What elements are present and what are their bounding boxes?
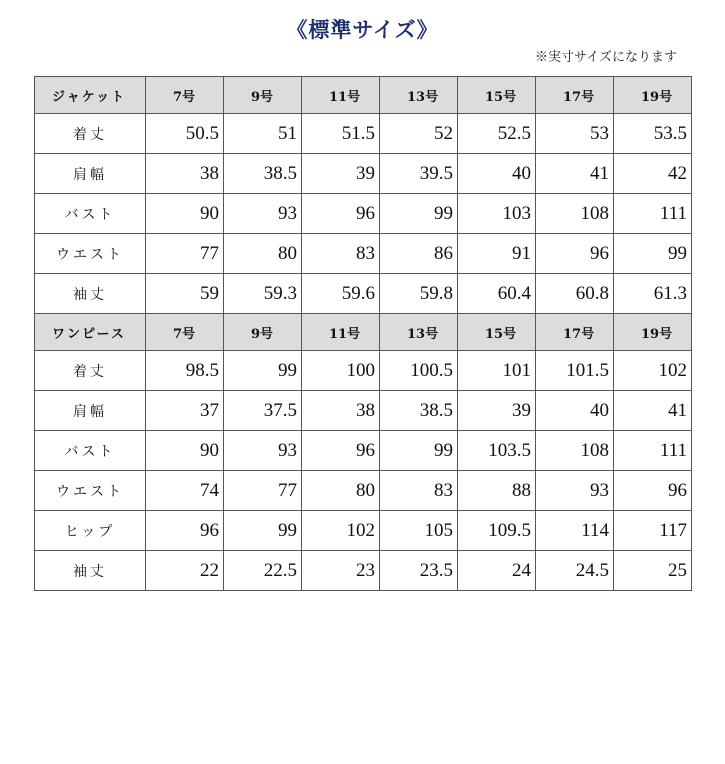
- measurement-value: 77: [224, 471, 302, 511]
- measurement-value: 24.5: [536, 551, 614, 591]
- table-row: [35, 351, 692, 391]
- measurement-value: 50.5: [146, 114, 224, 154]
- measurement-label: ヒップ: [35, 511, 146, 551]
- measurement-label: 袖丈: [35, 551, 146, 591]
- measurement-value: 109.5: [458, 511, 536, 551]
- measurement-value: 108: [536, 431, 614, 471]
- measurement-value: 37.5: [224, 391, 302, 431]
- measurement-value: 52.5: [458, 114, 536, 154]
- jacket-size-header: 7号: [146, 77, 224, 114]
- measurement-value: 86: [380, 234, 458, 274]
- jacket-section-label: ジャケット: [35, 77, 146, 114]
- measurement-label: 着丈: [35, 114, 146, 154]
- measurement-value: 77: [146, 234, 224, 274]
- dress-header-row: [35, 314, 692, 351]
- table-row: [35, 471, 692, 511]
- measurement-value: 108: [536, 194, 614, 234]
- measurement-label: ウエスト: [35, 234, 146, 274]
- dress-size-header: 17号: [536, 314, 614, 351]
- measurement-value: 39: [458, 391, 536, 431]
- measurement-value: 101.5: [536, 351, 614, 391]
- table-row: [35, 551, 692, 591]
- measurement-value: 117: [614, 511, 692, 551]
- measurement-value: 38: [146, 154, 224, 194]
- measurement-value: 93: [536, 471, 614, 511]
- jacket-size-header: 11号: [302, 77, 380, 114]
- measurement-value: 99: [224, 351, 302, 391]
- jacket-size-header: 17号: [536, 77, 614, 114]
- measurement-value: 39: [302, 154, 380, 194]
- measurement-value: 25: [614, 551, 692, 591]
- measurement-value: 40: [458, 154, 536, 194]
- measurement-value: 96: [302, 194, 380, 234]
- measurement-value: 90: [146, 194, 224, 234]
- table-row: [35, 114, 692, 154]
- measurement-value: 102: [614, 351, 692, 391]
- measurement-label: 肩幅: [35, 154, 146, 194]
- dress-size-header: 19号: [614, 314, 692, 351]
- measurement-value: 96: [614, 471, 692, 511]
- jacket-size-header: 13号: [380, 77, 458, 114]
- measurement-value: 88: [458, 471, 536, 511]
- measurement-value: 83: [302, 234, 380, 274]
- measurement-value: 60.4: [458, 274, 536, 314]
- measurement-value: 91: [458, 234, 536, 274]
- measurement-value: 80: [302, 471, 380, 511]
- table-row: [35, 391, 692, 431]
- measurement-value: 38.5: [380, 391, 458, 431]
- table-row: [35, 234, 692, 274]
- measurement-value: 99: [224, 511, 302, 551]
- dress-size-header: 9号: [224, 314, 302, 351]
- measurement-value: 105: [380, 511, 458, 551]
- measurement-value: 37: [146, 391, 224, 431]
- measurement-value: 93: [224, 194, 302, 234]
- measurement-value: 23.5: [380, 551, 458, 591]
- size-note: ※実寸サイズになります: [535, 50, 677, 65]
- measurement-value: 22.5: [224, 551, 302, 591]
- measurement-value: 83: [380, 471, 458, 511]
- measurement-value: 111: [614, 431, 692, 471]
- measurement-value: 100: [302, 351, 380, 391]
- measurement-value: 99: [614, 234, 692, 274]
- measurement-value: 96: [302, 431, 380, 471]
- jacket-size-header: 15号: [458, 77, 536, 114]
- measurement-value: 99: [380, 431, 458, 471]
- measurement-value: 39.5: [380, 154, 458, 194]
- measurement-value: 22: [146, 551, 224, 591]
- measurement-value: 103: [458, 194, 536, 234]
- measurement-value: 59.3: [224, 274, 302, 314]
- measurement-value: 53: [536, 114, 614, 154]
- dress-size-header: 13号: [380, 314, 458, 351]
- measurement-label: バスト: [35, 431, 146, 471]
- measurement-value: 100.5: [380, 351, 458, 391]
- measurement-label: 肩幅: [35, 391, 146, 431]
- measurement-value: 111: [614, 194, 692, 234]
- dress-section-label: ワンピース: [35, 314, 146, 351]
- measurement-value: 23: [302, 551, 380, 591]
- measurement-value: 59.8: [380, 274, 458, 314]
- measurement-value: 90: [146, 431, 224, 471]
- measurement-label: バスト: [35, 194, 146, 234]
- measurement-value: 61.3: [614, 274, 692, 314]
- measurement-value: 52: [380, 114, 458, 154]
- measurement-value: 42: [614, 154, 692, 194]
- measurement-label: 着丈: [35, 351, 146, 391]
- measurement-value: 38.5: [224, 154, 302, 194]
- table-row: [35, 274, 692, 314]
- jacket-header-row: [35, 77, 692, 114]
- measurement-value: 80: [224, 234, 302, 274]
- measurement-value: 41: [614, 391, 692, 431]
- measurement-value: 53.5: [614, 114, 692, 154]
- measurement-label: ウエスト: [35, 471, 146, 511]
- measurement-value: 59: [146, 274, 224, 314]
- table-row: [35, 431, 692, 471]
- size-table: [34, 76, 692, 591]
- page-title: 《標準サイズ》: [286, 18, 439, 42]
- jacket-size-header: 9号: [224, 77, 302, 114]
- measurement-value: 93: [224, 431, 302, 471]
- dress-size-header: 11号: [302, 314, 380, 351]
- table-row: [35, 511, 692, 551]
- measurement-value: 101: [458, 351, 536, 391]
- measurement-value: 51.5: [302, 114, 380, 154]
- measurement-value: 99: [380, 194, 458, 234]
- measurement-value: 96: [146, 511, 224, 551]
- measurement-value: 60.8: [536, 274, 614, 314]
- table-row: [35, 194, 692, 234]
- measurement-value: 102: [302, 511, 380, 551]
- measurement-value: 74: [146, 471, 224, 511]
- dress-size-header: 15号: [458, 314, 536, 351]
- jacket-size-header: 19号: [614, 77, 692, 114]
- measurement-value: 38: [302, 391, 380, 431]
- measurement-value: 96: [536, 234, 614, 274]
- measurement-value: 24: [458, 551, 536, 591]
- table-row: [35, 154, 692, 194]
- dress-size-header: 7号: [146, 314, 224, 351]
- measurement-value: 98.5: [146, 351, 224, 391]
- measurement-value: 103.5: [458, 431, 536, 471]
- measurement-value: 59.6: [302, 274, 380, 314]
- measurement-value: 41: [536, 154, 614, 194]
- measurement-value: 40: [536, 391, 614, 431]
- measurement-value: 114: [536, 511, 614, 551]
- measurement-value: 51: [224, 114, 302, 154]
- measurement-label: 袖丈: [35, 274, 146, 314]
